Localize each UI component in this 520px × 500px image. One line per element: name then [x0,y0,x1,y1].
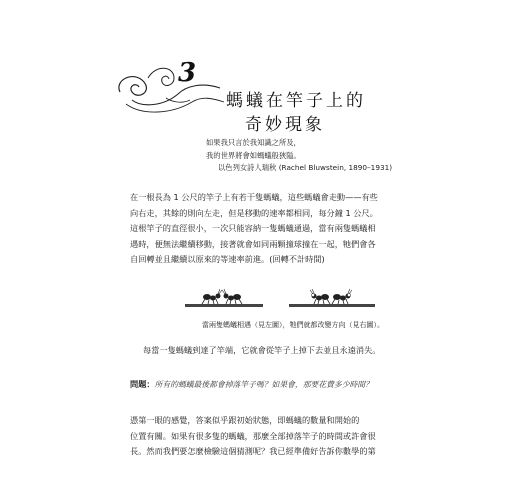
epigraph-line-1: 如果我只言於我知識之所及， [206,138,301,147]
paragraph-1 [130,190,410,268]
swirl-ornament-icon [112,58,230,118]
ant-icon [202,289,222,304]
ant-icon [332,289,352,304]
paragraph-1-line: 自回轉並且繼續以原來的等速率前進。(回轉不計時間) [130,254,325,265]
question-label: 問題： [130,379,155,389]
ant-icon [222,289,242,304]
paragraph-1-line: 遇時，便無法繼續移動，接著就會如同兩顆撞球撞在一起，牠們會各 [130,238,376,249]
chapter-title-line-2: 奇妙現象 [245,115,325,135]
paragraph-1-line: 這根竿子的直徑很小，一次只能容納一隻螞蟻通過，當有兩隻螞蟻相 [130,223,376,234]
paragraph-3 [130,413,410,460]
paragraph-1-line: 在一根長為 1 公尺的竿子上有若干隻螞蟻，這些螞蟻會走動——有些 [130,192,378,202]
paragraph-3-line: 長。然而我們要怎麼檢驗這個猜測呢？我已經準備好告訴你數學的第 [130,446,376,457]
epigraph [206,137,392,175]
paragraph-2: 每當一隻螞蟻到達了竿端，它就會從竿子上掉下去並且永遠消失。 [143,345,381,355]
chapter-title-line-1: 螞蟻在竿子上的 [226,91,366,111]
question-text: 所有的螞蟻最後都會掉落竿子嗎？如果會，那要花費多少時間？ [154,380,373,389]
chapter-number: 3 [178,58,197,88]
epigraph-line-2: 我的世界將會如螞蟻般狹隘。 [206,150,301,160]
paragraph-1-line: 向右走，其餘的則向左走，但是移動的速率都相同，每分鐘 1 公尺。 [130,207,378,218]
figure-caption: 當兩隻螞蟻相遇（見左圖），牠們就都改變方向（見右圖）。 [202,321,384,329]
right-stick [289,304,375,307]
left-stick [185,304,263,307]
question [130,379,373,390]
epigraph-attribution: 以色列女詩人瑞秋 (Rachel Bluwstein, 1890–1931) [218,163,393,172]
ant-icon [310,289,330,304]
paragraph-3-line: 位置有關。如果有很多隻的螞蟻，那麼全部掉落竿子的時間或許會很 [130,430,376,441]
paragraph-3-line: 憑第一眼的感覺，答案似乎跟初始狀態，即螞蟻的數量和開始的 [130,415,360,425]
ants-illustration [185,284,375,314]
